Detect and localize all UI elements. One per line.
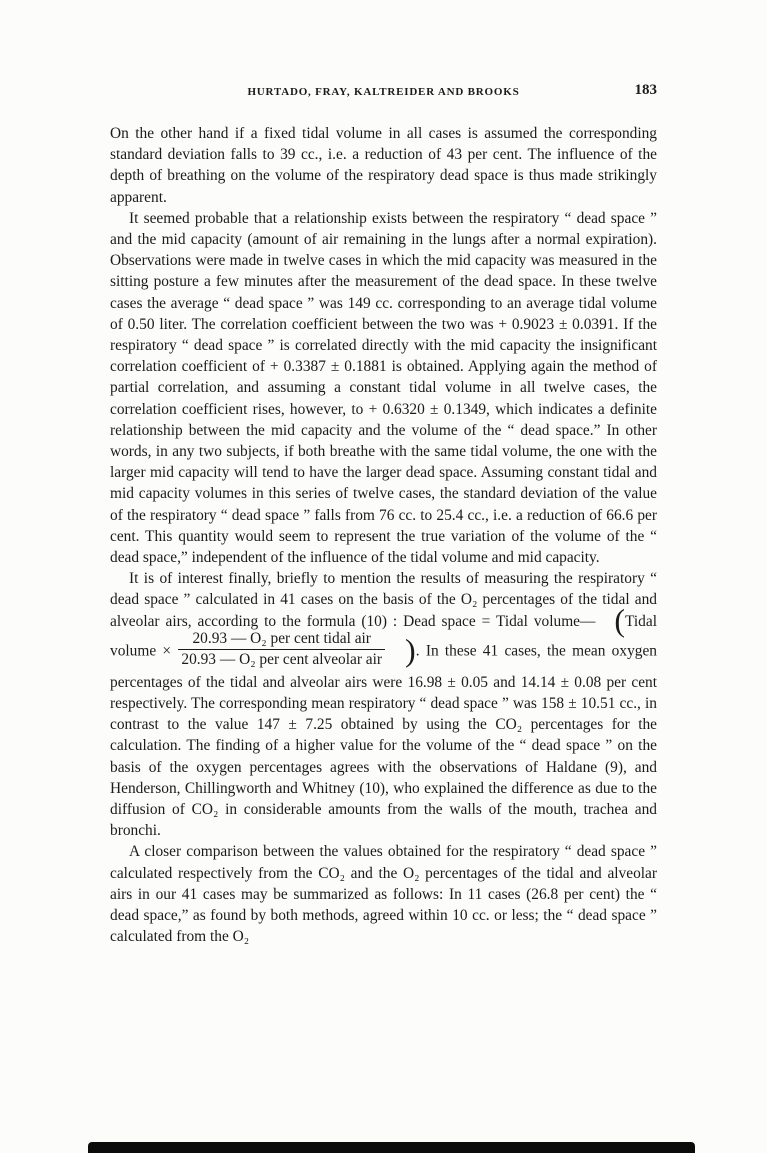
article-body [110, 123, 657, 947]
formula-period: . [415, 642, 420, 660]
paragraph-4: A closer comparison between the values obtained for the respiratory “ dead space ” calculated respectively from the CO₂ and the O₂ percentages of the tidal and alveolar airs in our 41 cases may be summarized as follows: In 11 cases (26.8 per cent) the “ dead space,” as found by both methods, agreed within 10 cc. or less; the “ dead space ” calculated from the O₂ [110, 843, 657, 946]
paragraph-2: It seemed probable that a relationship exists between the respiratory “ dead space ” and the mid capacity (amount of air remaining in the lungs after a normal expiration). Observations were made in twelve cases in which the mid capacity was measured in the sitting posture a few minutes after the measurement of the dead space. In these twelve cases the average “ dead space ” was 149 cc. corresponding to an average tidal volume of 0.50 liter. The correlation coefficient between the two was + 0.9023 ± 0.0391. If the respiratory “ dead space ” is correlated directly with the mid capacity the insignificant correlation coefficient of + 0.3387 ± 0.1881 is obtained. Applying again the method of partial correlation, and assuming a constant tidal volume in all twelve cases, the correlation coefficient rises, however, to + 0.6320 ± 0.1349, which indicates a definite relationship between the mid capacity and the volume of the “ dead space.” In other words, in any two subjects, if both breathe with the same tidal volume, the one with the larger mid capacity will tend to have the larger dead space. Assuming constant tidal and mid capacity volumes in this series of twelve cases, the standard deviation of the value of the respiratory “ dead space ” falls from 76 cc. to 25.4 cc., i.e. a reduction of 66.6 per cent. This quantity would seem to represent the true variation of the volume of the “ dead space,” independent of the influence of the tidal volume and mid capacity. [110, 209, 657, 567]
formula-fraction [178, 630, 385, 670]
paragraph-1: On the other hand if a fixed tidal volume in all cases is assumed the corresponding standard deviation falls to 39 cc., i.e. a reduction of 43 per cent. The influence of the depth of breathing on the volume of the respiratory dead space is thus made strikingly apparent. [110, 125, 657, 206]
paragraph-3: It is of interest finally, briefly to mention the results of measuring the respiratory “ dead space ” calculated in 41 cases on the basis of the O₂ percentages of the tidal and alveolar airs, according to the formula (10) : Dead space = Tidal volume— (Tidal volume × $\frac{\text{20.93 — O₂ per cent tidal air}}{\text{20.93 — O₂ per cent alveolar air}}$ ). In these 41 cases, the mean oxygen percentages of the tidal and alveolar airs were 16.98 ± 0.05 and 14.14 ± 0.08 per cent respectively. The corresponding mean respiratory “ dead space ” was 158 ± 10.51 cc., in contrast to the value 147 ± 7.25 obtained by using the CO₂ percentages for the calculation. The finding of a higher value for the volume of the “ dead space ” on the basis of the oxygen percentages agrees with the observations of Haldane (9), and Henderson, Chillingworth and Whitney (10), who explained the difference as due to the diffusion of CO₂ in considerable amounts from the walls of the mouth, trachea and bronchi. [110, 570, 657, 840]
formula-inner-text: Tidal volume × [110, 612, 657, 660]
paragraph-3-text-before-formula: It is of interest finally, briefly to mention the results of measuring the respiratory “ dead space ” calculated in 41 cases on the basis of the O₂ percentages of the tidal and alveolar airs, according to the formula (10) : Dead space = Tidal volume— [110, 570, 657, 630]
page-header [110, 82, 657, 104]
formula-fraction-numerator: 20.93 — O₂ per cent tidal air [178, 630, 385, 650]
running-head-authors: HURTADO, FRAY, KALTREIDER AND BROOKS [247, 86, 520, 98]
text-column [110, 82, 657, 947]
formula-fraction-denominator: 20.93 — O₂ per cent alveolar air [181, 651, 383, 669]
paragraph-3-text-after-formula: In these 41 cases, the mean oxygen percentages of the tidal and alveolar airs were 16.98 ± 0.05 and 14.14 ± 0.08 per cent respectively. The corresponding mean respiratory “ dead space ” was 158 ± 10.51 cc., in contrast to the value 147 ± 7.25 obtained by using the CO₂ percentages for the calculation. The finding of a higher value for the volume of the “ dead space ” on the basis of the oxygen percentages agrees with the observations of Haldane (9), and Henderson, Chillingworth and Whitney (10), who explained the difference as due to the diffusion of CO₂ in considerable amounts from the walls of the mouth, trachea and bronchi. [110, 642, 657, 840]
scan-edge-artifact [88, 1142, 695, 1153]
page-number: 183 [634, 82, 657, 98]
